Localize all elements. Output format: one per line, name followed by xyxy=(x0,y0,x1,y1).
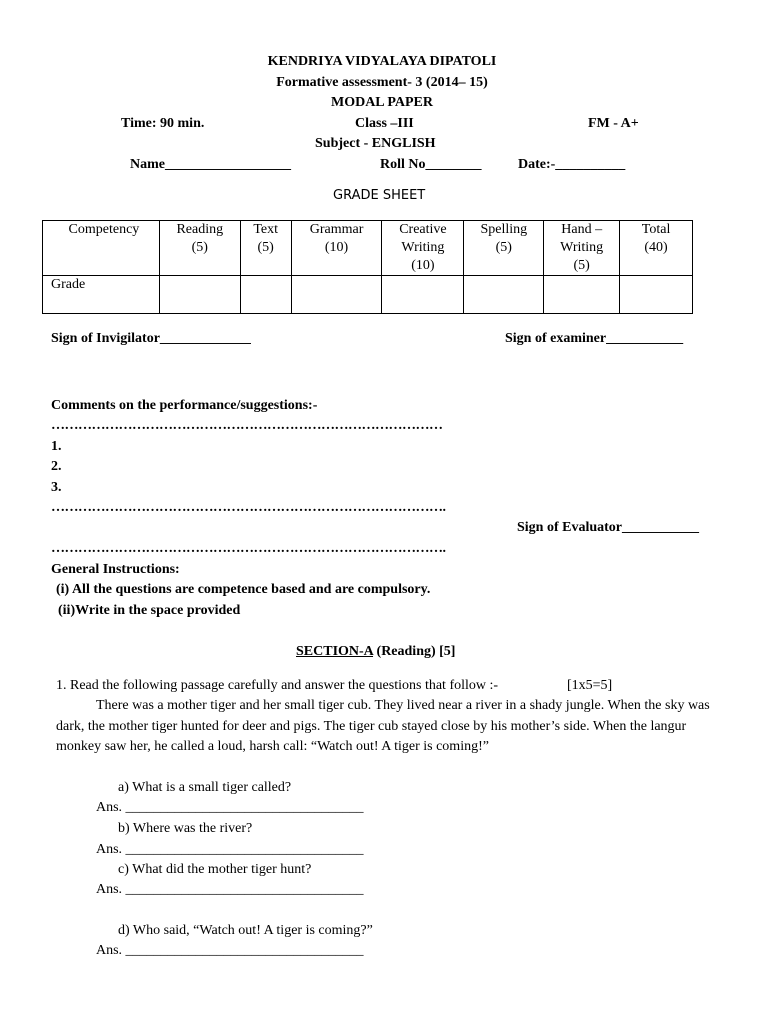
answer-line-d: Ans. __________________________________ xyxy=(96,943,364,958)
answer-line-b: Ans. __________________________________ xyxy=(96,842,364,857)
comments-dotted-line-2: ……………………………………………………………………………. xyxy=(51,500,446,515)
question-b: b) Where was the river? xyxy=(118,821,253,836)
col-text: Text (5) xyxy=(240,221,291,276)
question-1: 1. Read the following passage carefully and answer the questions that follow :- xyxy=(56,678,499,693)
grade-cell-creative-writing xyxy=(382,276,464,314)
grade-row xyxy=(43,276,693,314)
col-competency: Competency xyxy=(43,221,160,276)
examiner-signature: Sign of examiner___________ xyxy=(505,331,684,346)
class-label: Class –III xyxy=(355,116,414,131)
evaluator-signature: Sign of Evaluator___________ xyxy=(517,520,700,535)
question-1-marks: [1x5=5] xyxy=(567,678,613,693)
col-spelling: Spelling (5) xyxy=(464,221,544,276)
comment-item-1: 1. xyxy=(51,439,62,454)
grade-cell-spelling xyxy=(464,276,544,314)
col-handwriting: Hand – Writing (5) xyxy=(544,221,620,276)
question-c: c) What did the mother tiger hunt? xyxy=(118,862,312,877)
grade-header-row xyxy=(43,221,693,276)
school-name: KENDRIYA VIDYALAYA DIPATOLI xyxy=(267,54,497,69)
full-marks-label: FM - A+ xyxy=(588,116,639,131)
name-field: Name__________________ xyxy=(130,157,291,172)
grade-sheet-title: GRADE SHEET xyxy=(333,188,426,203)
date-field: Date:-__________ xyxy=(518,157,626,172)
time-label: Time: 90 min. xyxy=(121,116,205,131)
section-a-title: SECTION-A (Reading) [5] xyxy=(296,644,456,659)
comments-heading: Comments on the performance/suggestions:- xyxy=(51,398,318,413)
subject-label: Subject - ENGLISH xyxy=(315,136,436,151)
comment-item-3: 3. xyxy=(51,480,62,495)
grade-cell-handwriting xyxy=(544,276,620,314)
col-grammar: Grammar (10) xyxy=(291,221,382,276)
grade-cell-total xyxy=(620,276,693,314)
grade-cell-grammar xyxy=(291,276,382,314)
grade-cell-reading xyxy=(159,276,240,314)
general-instructions-heading: General Instructions: xyxy=(51,562,180,577)
instruction-1: (i) All the questions are competence based and are compulsory. xyxy=(56,582,431,597)
instruction-2: (ii)Write in the space provided xyxy=(58,603,241,618)
answer-line-a: Ans. __________________________________ xyxy=(96,800,364,815)
col-reading: Reading (5) xyxy=(159,221,240,276)
reading-passage: There was a mother tiger and her small tiger cub. They lived near a river in a shady jungle. When the sky was dark, the mother tiger hunted for deer and pigs. The tiger cub stayed close by his mother’s side. When the langur monkey saw her, he called a loud, harsh call: “Watch out! A tiger is coming!” xyxy=(56,698,710,754)
grade-sheet-table xyxy=(42,220,693,314)
col-creative-writing: Creative Writing (10) xyxy=(382,221,464,276)
invigilator-signature: Sign of Invigilator_____________ xyxy=(51,331,251,346)
paper-title: MODAL PAPER xyxy=(330,95,433,110)
comments-dotted-line: …………………………………………………………………………… xyxy=(51,418,443,433)
question-d: d) Who said, “Watch out! A tiger is coming?” xyxy=(118,923,373,938)
answer-line-c: Ans. __________________________________ xyxy=(96,882,364,897)
comment-item-2: 2. xyxy=(51,459,62,474)
grade-cell-text xyxy=(240,276,291,314)
grade-row-label: Grade xyxy=(43,276,160,314)
comments-dotted-line-3: ……………………………………………………………………………. xyxy=(51,541,446,556)
assessment-title: Formative assessment- 3 (2014– 15) xyxy=(276,75,488,90)
col-total: Total (40) xyxy=(620,221,693,276)
question-a: a) What is a small tiger called? xyxy=(118,780,292,795)
roll-no-field: Roll No________ xyxy=(380,157,482,172)
